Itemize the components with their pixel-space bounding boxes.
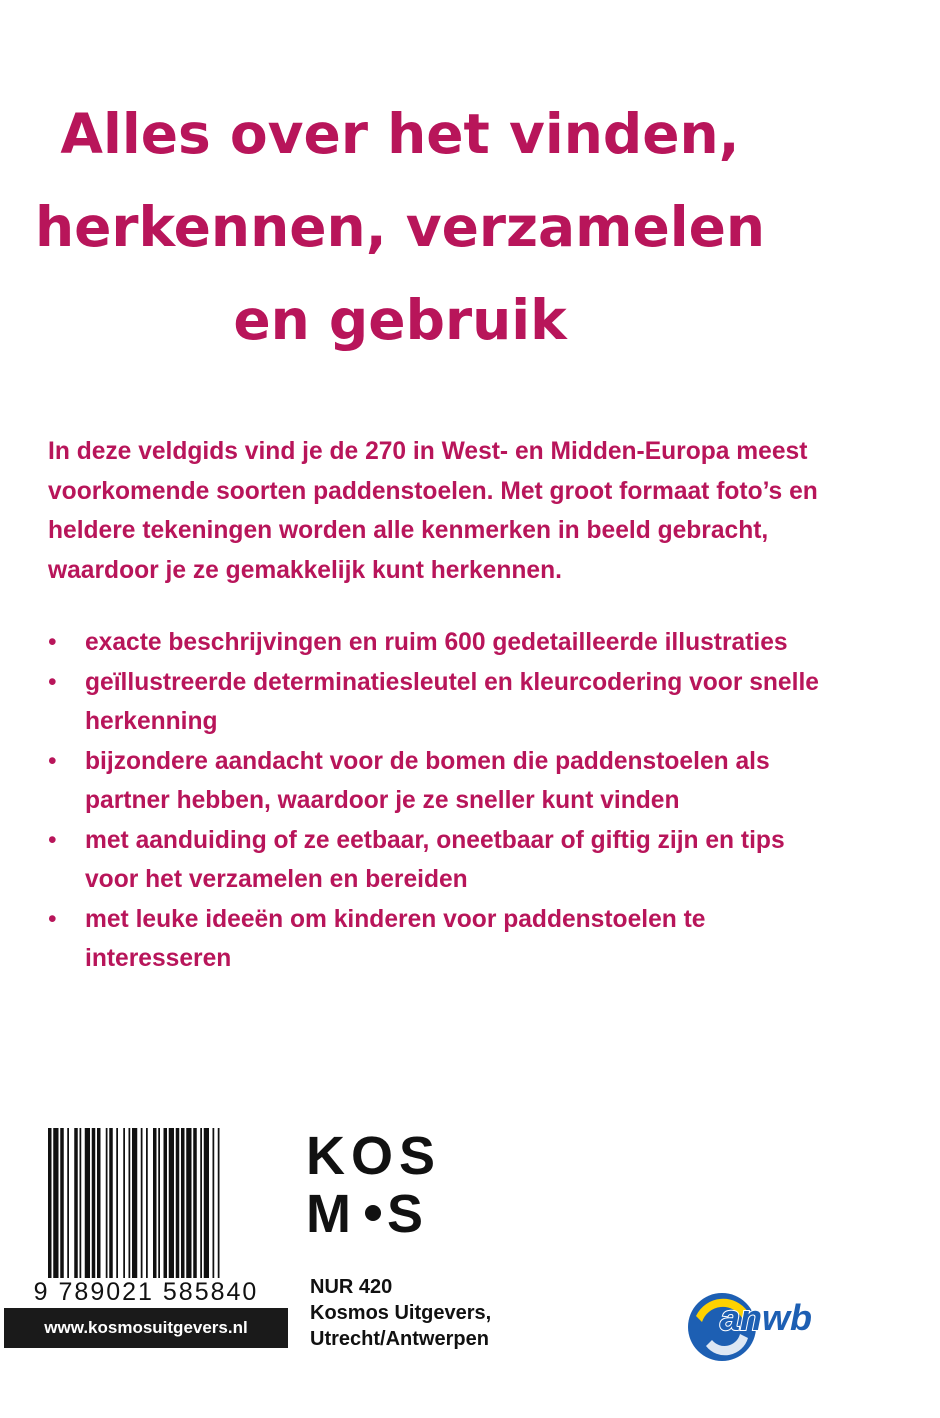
headline-line-3: en gebruik — [233, 288, 567, 352]
headline — [0, 88, 800, 367]
barcode-block — [0, 1128, 292, 1350]
barcode-icon — [48, 1128, 266, 1278]
feature-item: • geïllustreerde determinatiesleutel en kleurcodering voor snelle herkenning — [48, 663, 838, 742]
bullet-icon: • — [48, 747, 57, 775]
headline-line-2: herkennen, verzamelen — [34, 195, 766, 259]
logo-dot-icon — [365, 1205, 381, 1221]
headline-line-1: Alles over het vinden, — [60, 102, 740, 166]
kosmos-logo: KOS M S — [306, 1126, 442, 1244]
bullet-icon: • — [48, 826, 57, 854]
publisher-city: Utrecht/Antwerpen — [310, 1328, 489, 1350]
publisher-website: www.kosmosuitgevers.nl — [4, 1308, 288, 1348]
bullet-icon: • — [48, 629, 57, 656]
feature-list — [48, 623, 838, 979]
bullet-icon: • — [48, 668, 57, 696]
feature-item: • exacte beschrijvingen en ruim 600 gedetailleerde illustraties — [48, 623, 838, 663]
feature-item: • bijzondere aandacht voor de bomen die paddenstoelen als partner hebben, waardoor je ze sneller kunt vinden — [48, 742, 838, 821]
publisher-name: Kosmos Uitgevers, — [310, 1302, 492, 1324]
isbn-number: 9 789021 585840 — [33, 1278, 259, 1306]
svg-text:anwb: anwb — [720, 1297, 813, 1338]
bullet-icon: • — [48, 905, 57, 933]
anwb-logo-icon — [682, 1282, 852, 1372]
publisher-info — [310, 1274, 491, 1352]
feature-item: • met aanduiding of ze eetbaar, oneetbaar of giftig zijn en tips voor het verzamelen en bereiden — [48, 821, 838, 900]
feature-item: • met leuke ideeën om kinderen voor paddenstoelen te interesseren — [48, 900, 838, 979]
intro-paragraph: In deze veldgids vind je de 270 in West- en Midden-Europa meest voorkomende soorten paddenstoelen. Met groot formaat foto’s en heldere tekeningen worden alle kenmerken in beeld gebracht, waardoor je ze gemakkelijk kunt herkennen. — [48, 438, 818, 584]
nur-code: NUR 420 — [310, 1276, 393, 1298]
